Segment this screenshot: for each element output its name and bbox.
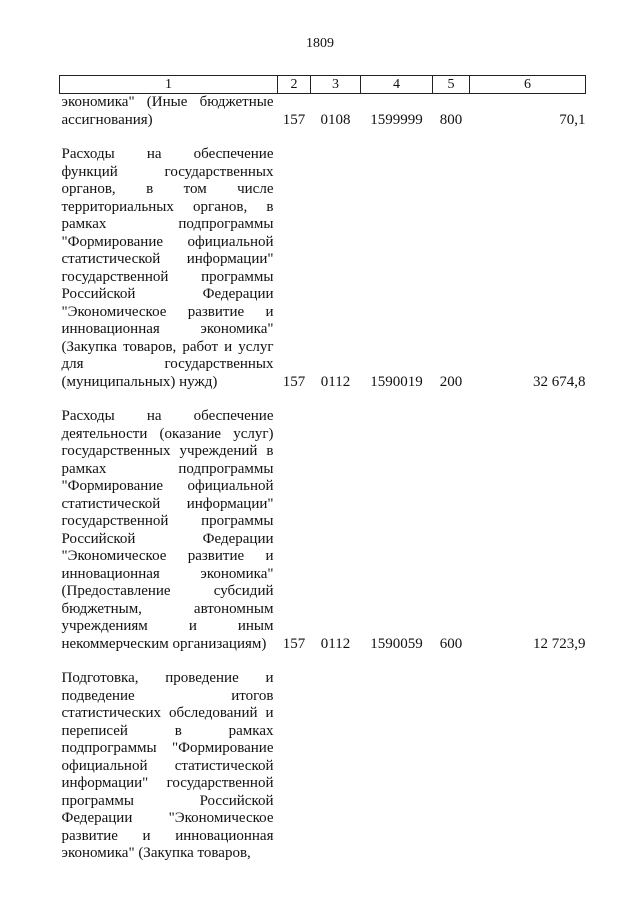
row-target-article: 1590019 <box>370 373 423 390</box>
column-number-6: 6 <box>470 76 586 94</box>
column-number-2: 2 <box>278 76 311 94</box>
row-target-article <box>361 653 433 863</box>
column-number-3: 3 <box>311 76 361 94</box>
row-section-code: 0112 <box>320 635 351 652</box>
row-amount: 12 723,9 <box>533 635 586 652</box>
row-ministry-code: 157 <box>282 373 306 390</box>
table-row <box>60 129 586 391</box>
row-section-code: 0112 <box>320 373 351 390</box>
table-row <box>60 653 586 863</box>
row-ministry-code: 157 <box>282 635 306 652</box>
row-amount: 70,1 <box>559 111 586 128</box>
row-expense-type <box>433 653 470 863</box>
row-ministry-code <box>278 653 311 863</box>
row-ministry-code: 157 <box>282 111 306 128</box>
row-expense-type: 600 <box>439 635 463 652</box>
column-number-5: 5 <box>433 76 470 94</box>
table-row <box>60 94 586 130</box>
column-number-1: 1 <box>60 76 278 94</box>
column-number-header-row <box>60 76 586 94</box>
page-number: 1809 <box>306 36 334 51</box>
column-number-4: 4 <box>361 76 433 94</box>
row-amount: 32 674,8 <box>533 373 586 390</box>
row-expense-type: 200 <box>439 373 463 390</box>
row-target-article: 1599999 <box>370 111 423 128</box>
table-row <box>60 391 586 653</box>
row-expense-type: 800 <box>439 111 463 128</box>
row-description: Расходы на обеспечение деятельности (оказание услуг) государственных учреждений в рамках подпрограммы "Формирование официальной статистической информации" государственной программы Российской Федерации "Экономическое развитие и инновационная экономика" (Предоставление субсидий бюджетным, автономным учреждениям и иным некоммерческим организациям) <box>61 408 274 652</box>
row-amount <box>470 653 586 863</box>
row-section-code: 0108 <box>320 111 351 128</box>
budget-table <box>59 75 586 863</box>
row-description: Подготовка, проведение и подведение итогов статистических обследований и переписей в рамках подпрограммы "Формирование официальной статистической информации" государственной программы Российской Федерации "Экономическое развитие и инновационная экономика" (Закупка товаров, <box>61 670 274 861</box>
row-target-article: 1590059 <box>370 635 423 652</box>
row-description: экономика" (Иные бюджетные ассигнования) <box>61 94 274 128</box>
row-description: Расходы на обеспечение функций государственных органов, в том числе территориальных органов, в рамках подпрограммы "Формирование официальной статистической информации" государственной программы Российской Федерации "Экономическое развитие и инновационная экономика" (Закупка товаров, работ и услуг для государственных (муниципальных) нужд) <box>61 146 274 390</box>
row-section-code <box>311 653 361 863</box>
